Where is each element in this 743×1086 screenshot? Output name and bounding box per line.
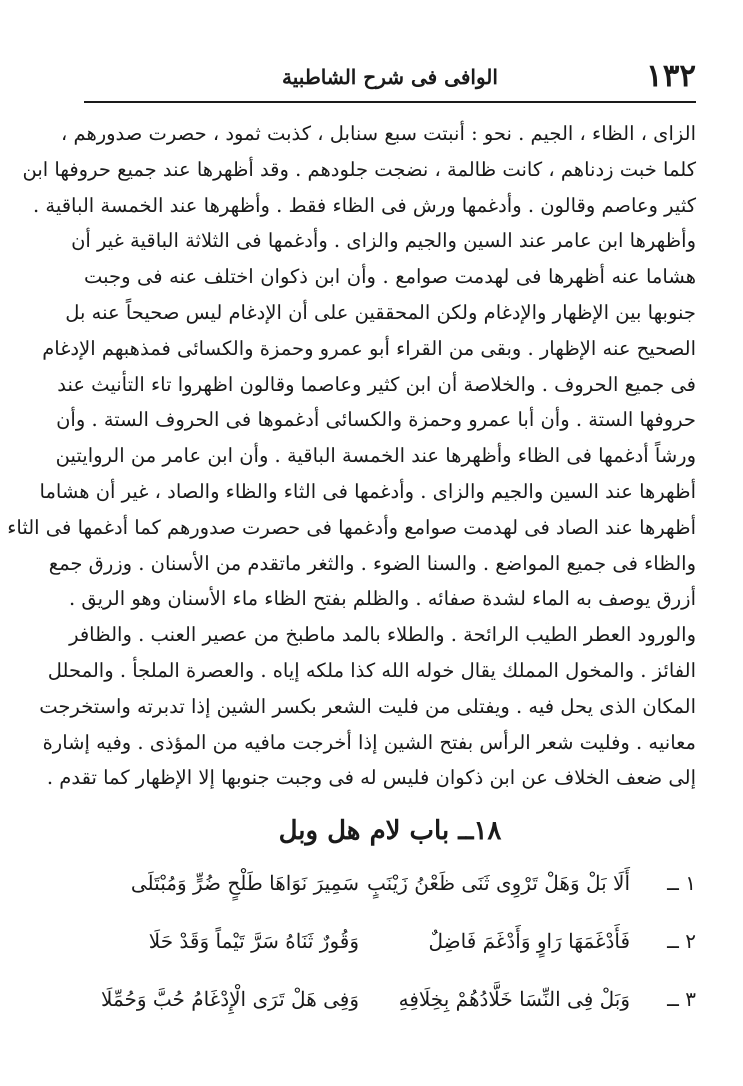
page-header — [84, 56, 696, 100]
text-line: حروفها الستة . وأن أبا عمرو وحمزة والكسائى أدغموها فى الحروف الستة . وأن — [56, 408, 696, 432]
section-heading: ١٨ــ باب لام هل وبل — [278, 816, 502, 846]
verse-first-hemistich: فَأَدْغَمَهَا رَاوٍ وَأَدْغَمَ فَاضِلٌ — [428, 929, 630, 953]
text-line: أظهرها عند الصاد فى لهدمت صوامع وأدغمها فى حصرت صدورهم كما أدغمها فى الثاء — [7, 515, 696, 539]
page-number: ١٣٢ — [646, 58, 696, 94]
verse-line — [84, 860, 696, 918]
text-line: فى جميع الحروف . والخلاصة أن ابن كثير وعاصما وقالون اظهروا تاء التأنيث عند — [57, 372, 696, 396]
verse-first-hemistich: أَلَا بَلْ وَهَلْ تَرْوِى ثَنَى ظَعْنُ زَيْنَبٍ — [366, 871, 630, 895]
text-line: الزاى ، الظاء ، الجيم . نحو : أنبتت سبع سنابل ، كذبت ثمود ، حصرت صدورهم ، — [60, 122, 696, 145]
verse-number: ١ ــ — [667, 871, 696, 895]
verse-second-hemistich: وَقُورٌ ثَنَاهُ سَرَّ تَيْماً وَقَدْ حَلَا — [148, 929, 359, 953]
text-line: أزرق يوصف به الماء لشدة صفائه . والظلم بفتح الظاء ماء الأسنان وهو الريق . — [68, 587, 696, 611]
text-line: كثير وعاصم وقالون . وأدغمها ورش فى الظاء فقط . وأظهرها عند الخمسة الباقية . — [32, 193, 696, 217]
text-line: والورود العطر الطيب الرائحة . والطلاء بالمد ماطبخ من عصير العنب . والظافر — [69, 623, 696, 647]
text-line: الصحيح عنه الإظهار . وبقى من القراء أبو عمرو وحمزة والكسائى فمذهبهم الإدغام — [42, 336, 696, 360]
verse-number: ٣ ــ — [667, 987, 696, 1011]
verse-second-hemistich: سَمِيرَ نَوَاهَا طَلْحٍ ضُرٍّ وَمُبْتَلَى — [130, 871, 359, 895]
text-line: معانيه . وفليت شعر الرأس بفتح الشين إذا أخرجت مافيه من المؤذى . وفيه إشارة — [42, 730, 696, 754]
verse-second-hemistich: وَفِى هَلْ تَرَى الْإِدْغَامُ حُبَّ وَحُمِّلَا — [101, 987, 359, 1011]
text-line: جنوبها بين الإظهار والإدغام ولكن المحققين على أن الإدغام ليس صحيحاً عنه بل — [65, 300, 696, 324]
text-line: والظاء فى جميع المواضع . والسنا الضوء . والثغر ماتقدم من الأسنان . وزرق جمع — [48, 551, 696, 575]
verse-first-hemistich: وَبَلْ فِى النِّسَا خَلَّادُهُمْ بِخِلَافِهِ — [398, 987, 630, 1011]
verse-number: ٢ ــ — [667, 929, 696, 953]
text-line: إلى ضعف الخلاف عن ابن ذكوان فليس له فى وجبت جنوبها إلا الإظهار كما تقدم . — [46, 766, 696, 790]
text-line: كلما خبت زدناهم ، كانت ظالمة ، نضجت جلودهم . وقد أظهرها عند جميع حروفها ابن — [22, 157, 696, 181]
verse-line — [84, 976, 696, 1034]
text-line: ورشاً أدغمها فى الظاء وأظهرها عند الخمسة الباقية . وأن ابن عامر من الروايتين — [55, 444, 696, 468]
verse-line — [84, 918, 696, 976]
text-line: وأظهرها ابن عامر عند السين والجيم والزاى . وأدغمها فى الثلاثة الباقية غير أن — [71, 229, 696, 253]
text-line: هشاما عنه أظهرها فى لهدمت صوامع . وأن ابن ذكوان اختلف عنه فى وجبت — [84, 265, 696, 289]
text-line: المكان الذى يحل فيه . ويفتلى من فليت الشعر بكسر الشين إذا تدبرته واستخرجت — [39, 694, 696, 718]
poem-verses — [84, 860, 696, 1034]
text-line: الفائز . والمخول المملك يقال خوله الله كذا ملكه إياه . والعصرة الملجأ . والمحلل — [47, 658, 696, 682]
commentary-text — [7, 116, 696, 796]
running-title: الوافى فى شرح الشاطبية — [282, 65, 498, 89]
header-rule — [84, 101, 696, 103]
text-line: أظهرها عند السين والجيم والزاى . وأدغمها فى الثاء والظاء والصاد ، غير أن هشاما — [39, 479, 696, 503]
